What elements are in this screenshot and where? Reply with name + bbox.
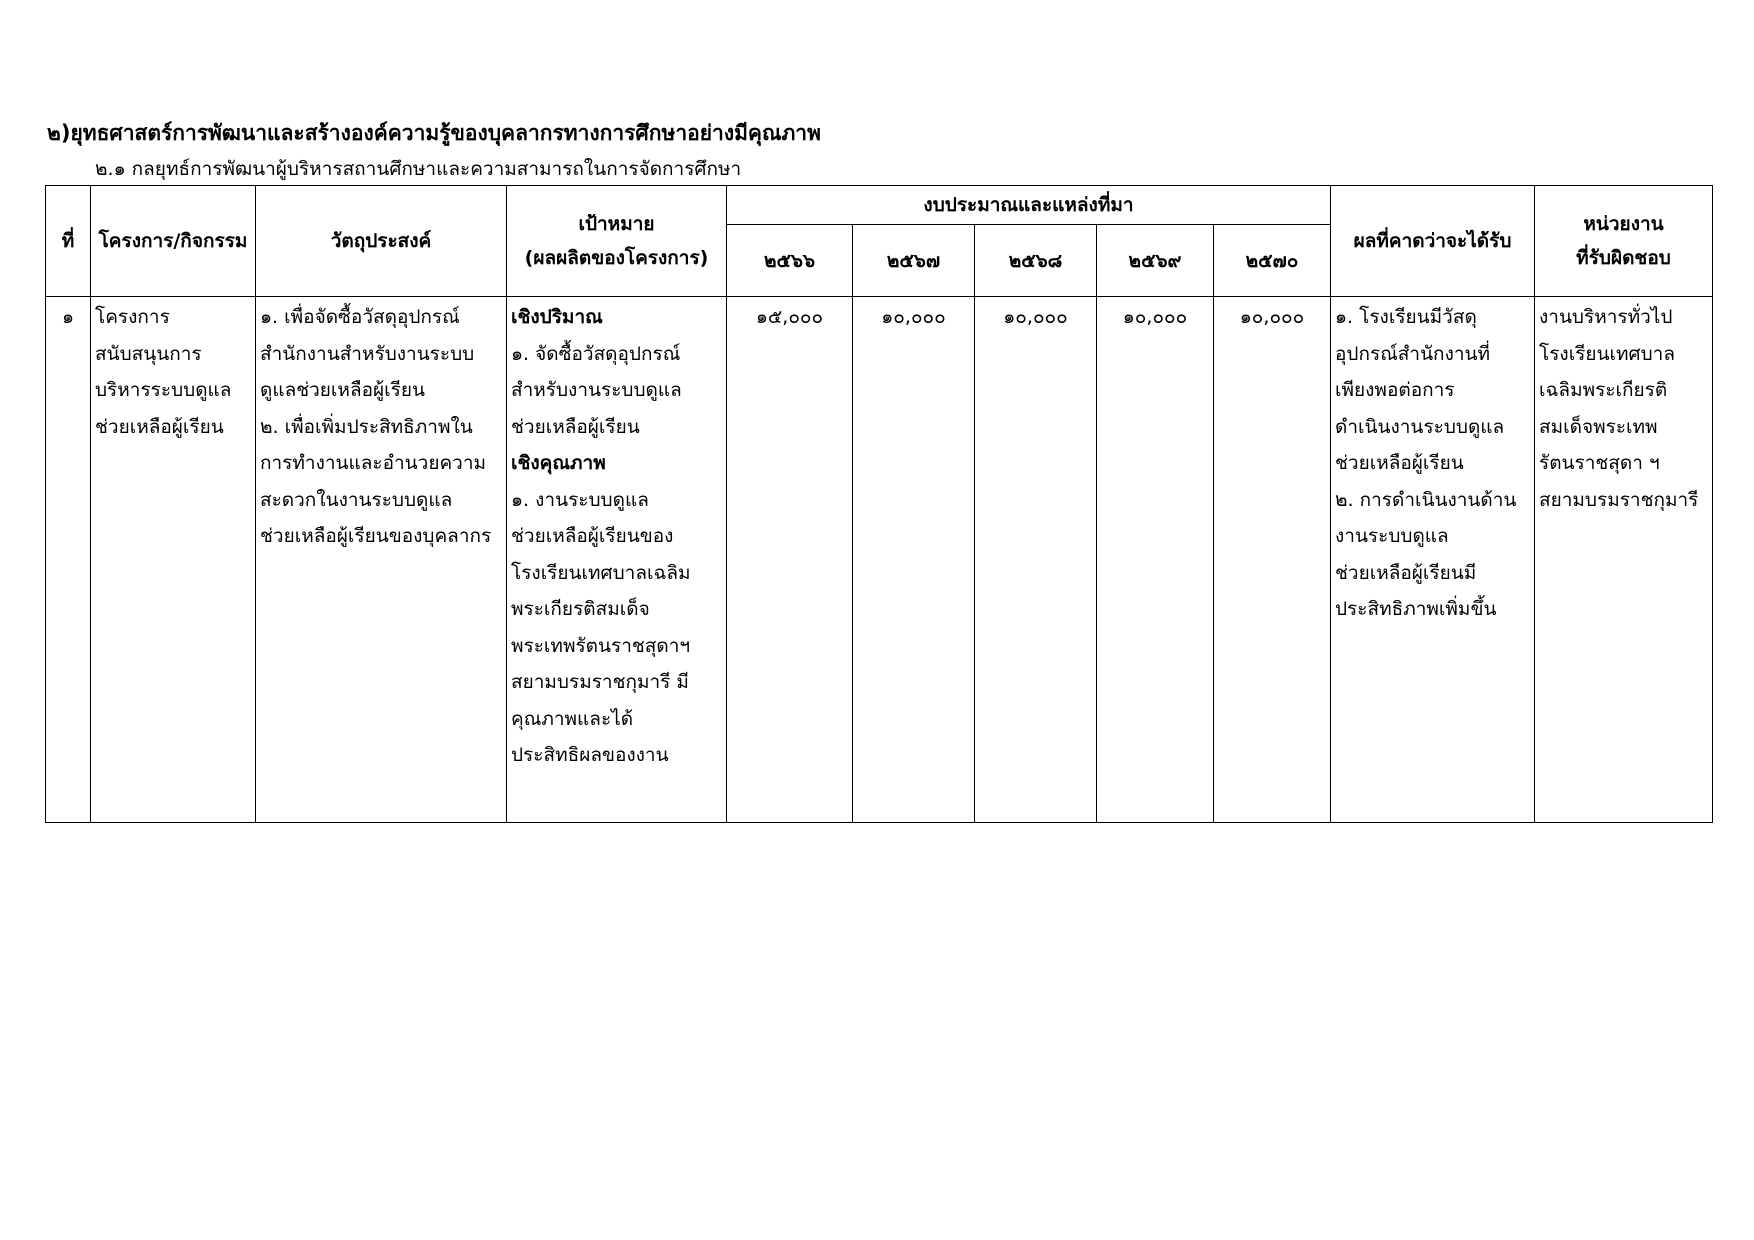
- budget-2568: ๑๐,๐๐๐: [975, 297, 1097, 823]
- header-budget-group: งบประมาณและแหล่งที่มา: [727, 186, 1331, 225]
- header-expected-result: ผลที่คาดว่าจะได้รับ: [1331, 186, 1535, 297]
- header-project: โครงการ/กิจกรรม: [91, 186, 256, 297]
- target-quality-text: ๑. งานระบบดูแล ช่วยเหลือผู้เรียนของ โรงเรียนเทศบาลเฉลิม พระเกียรติสมเด็จ พระเทพรัตนราชสุดาฯ สยามบรมราชกุมารี มี คุณภาพและได้ ประสิทธิผลของงาน: [511, 488, 691, 766]
- header-year: ๒๕๖๙: [1097, 225, 1214, 297]
- row-project: โครงการ สนับสนุนการ บริหารระบบดูแล ช่วยเหลือผู้เรียน: [91, 297, 256, 823]
- header-no: ที่: [46, 186, 91, 297]
- header-target: เป้าหมาย (ผลผลิตของโครงการ): [507, 186, 727, 297]
- header-year: ๒๕๖๖: [727, 225, 853, 297]
- tactic-heading: ๒.๑ กลยุทธ์การพัฒนาผู้บริหารสถานศึกษาและความสามารถในการจัดการศึกษา: [95, 158, 742, 180]
- row-responsible-unit: งานบริหารทั่วไป โรงเรียนเทศบาล เฉลิมพระเกียรติ สมเด็จพระเทพ รัตนราชสุดา ฯ สยามบรมราชกุมารี: [1535, 297, 1713, 823]
- header-year: ๒๕๖๘: [975, 225, 1097, 297]
- row-no: ๑: [46, 297, 91, 823]
- row-target: [507, 297, 727, 823]
- header-year: ๒๕๖๗: [853, 225, 975, 297]
- budget-2569: ๑๐,๐๐๐: [1097, 297, 1214, 823]
- row-objective: ๑. เพื่อจัดซื้อวัสดุอุปกรณ์ สำนักงานสำหรับงานระบบ ดูแลช่วยเหลือผู้เรียน ๒. เพื่อเพิ่มประสิทธิภาพใน การทำงานและอำนวยความ สะดวกในงานระบบดูแล ช่วยเหลือผู้เรียนของบุคลากร: [256, 297, 507, 823]
- budget-2570: ๑๐,๐๐๐: [1214, 297, 1331, 823]
- project-plan-table: [45, 185, 1713, 823]
- row-expected-result: ๑. โรงเรียนมีวัสดุ อุปกรณ์สำนักงานที่ เพียงพอต่อการ ดำเนินงานระบบดูแล ช่วยเหลือผู้เรียน ๒. การดำเนินงานด้าน งานระบบดูแล ช่วยเหลือผู้เรียนมี ประสิทธิภาพเพิ่มขึ้น: [1331, 297, 1535, 823]
- header-responsible-unit: หน่วยงาน ที่รับผิดชอบ: [1535, 186, 1713, 297]
- header-objective: วัตถุประสงค์: [256, 186, 507, 297]
- header-year: ๒๕๗๐: [1214, 225, 1331, 297]
- header-row-1: [46, 186, 1713, 225]
- target-quantity-text: ๑. จัดซื้อวัสดุอุปกรณ์ สำหรับงานระบบดูแล ช่วยเหลือผู้เรียน: [511, 342, 682, 438]
- target-quality-heading: เชิงคุณภาพ: [511, 452, 606, 474]
- table-row: [46, 297, 1713, 823]
- budget-2567: ๑๐,๐๐๐: [853, 297, 975, 823]
- strategy-heading: ๒)ยุทธศาสตร์การพัฒนาและสร้างองค์ความรู้ของบุคลากรทางการศึกษาอย่างมีคุณภาพ: [47, 121, 821, 145]
- budget-2566: ๑๕,๐๐๐: [727, 297, 853, 823]
- target-quantity-heading: เชิงปริมาณ: [511, 306, 603, 328]
